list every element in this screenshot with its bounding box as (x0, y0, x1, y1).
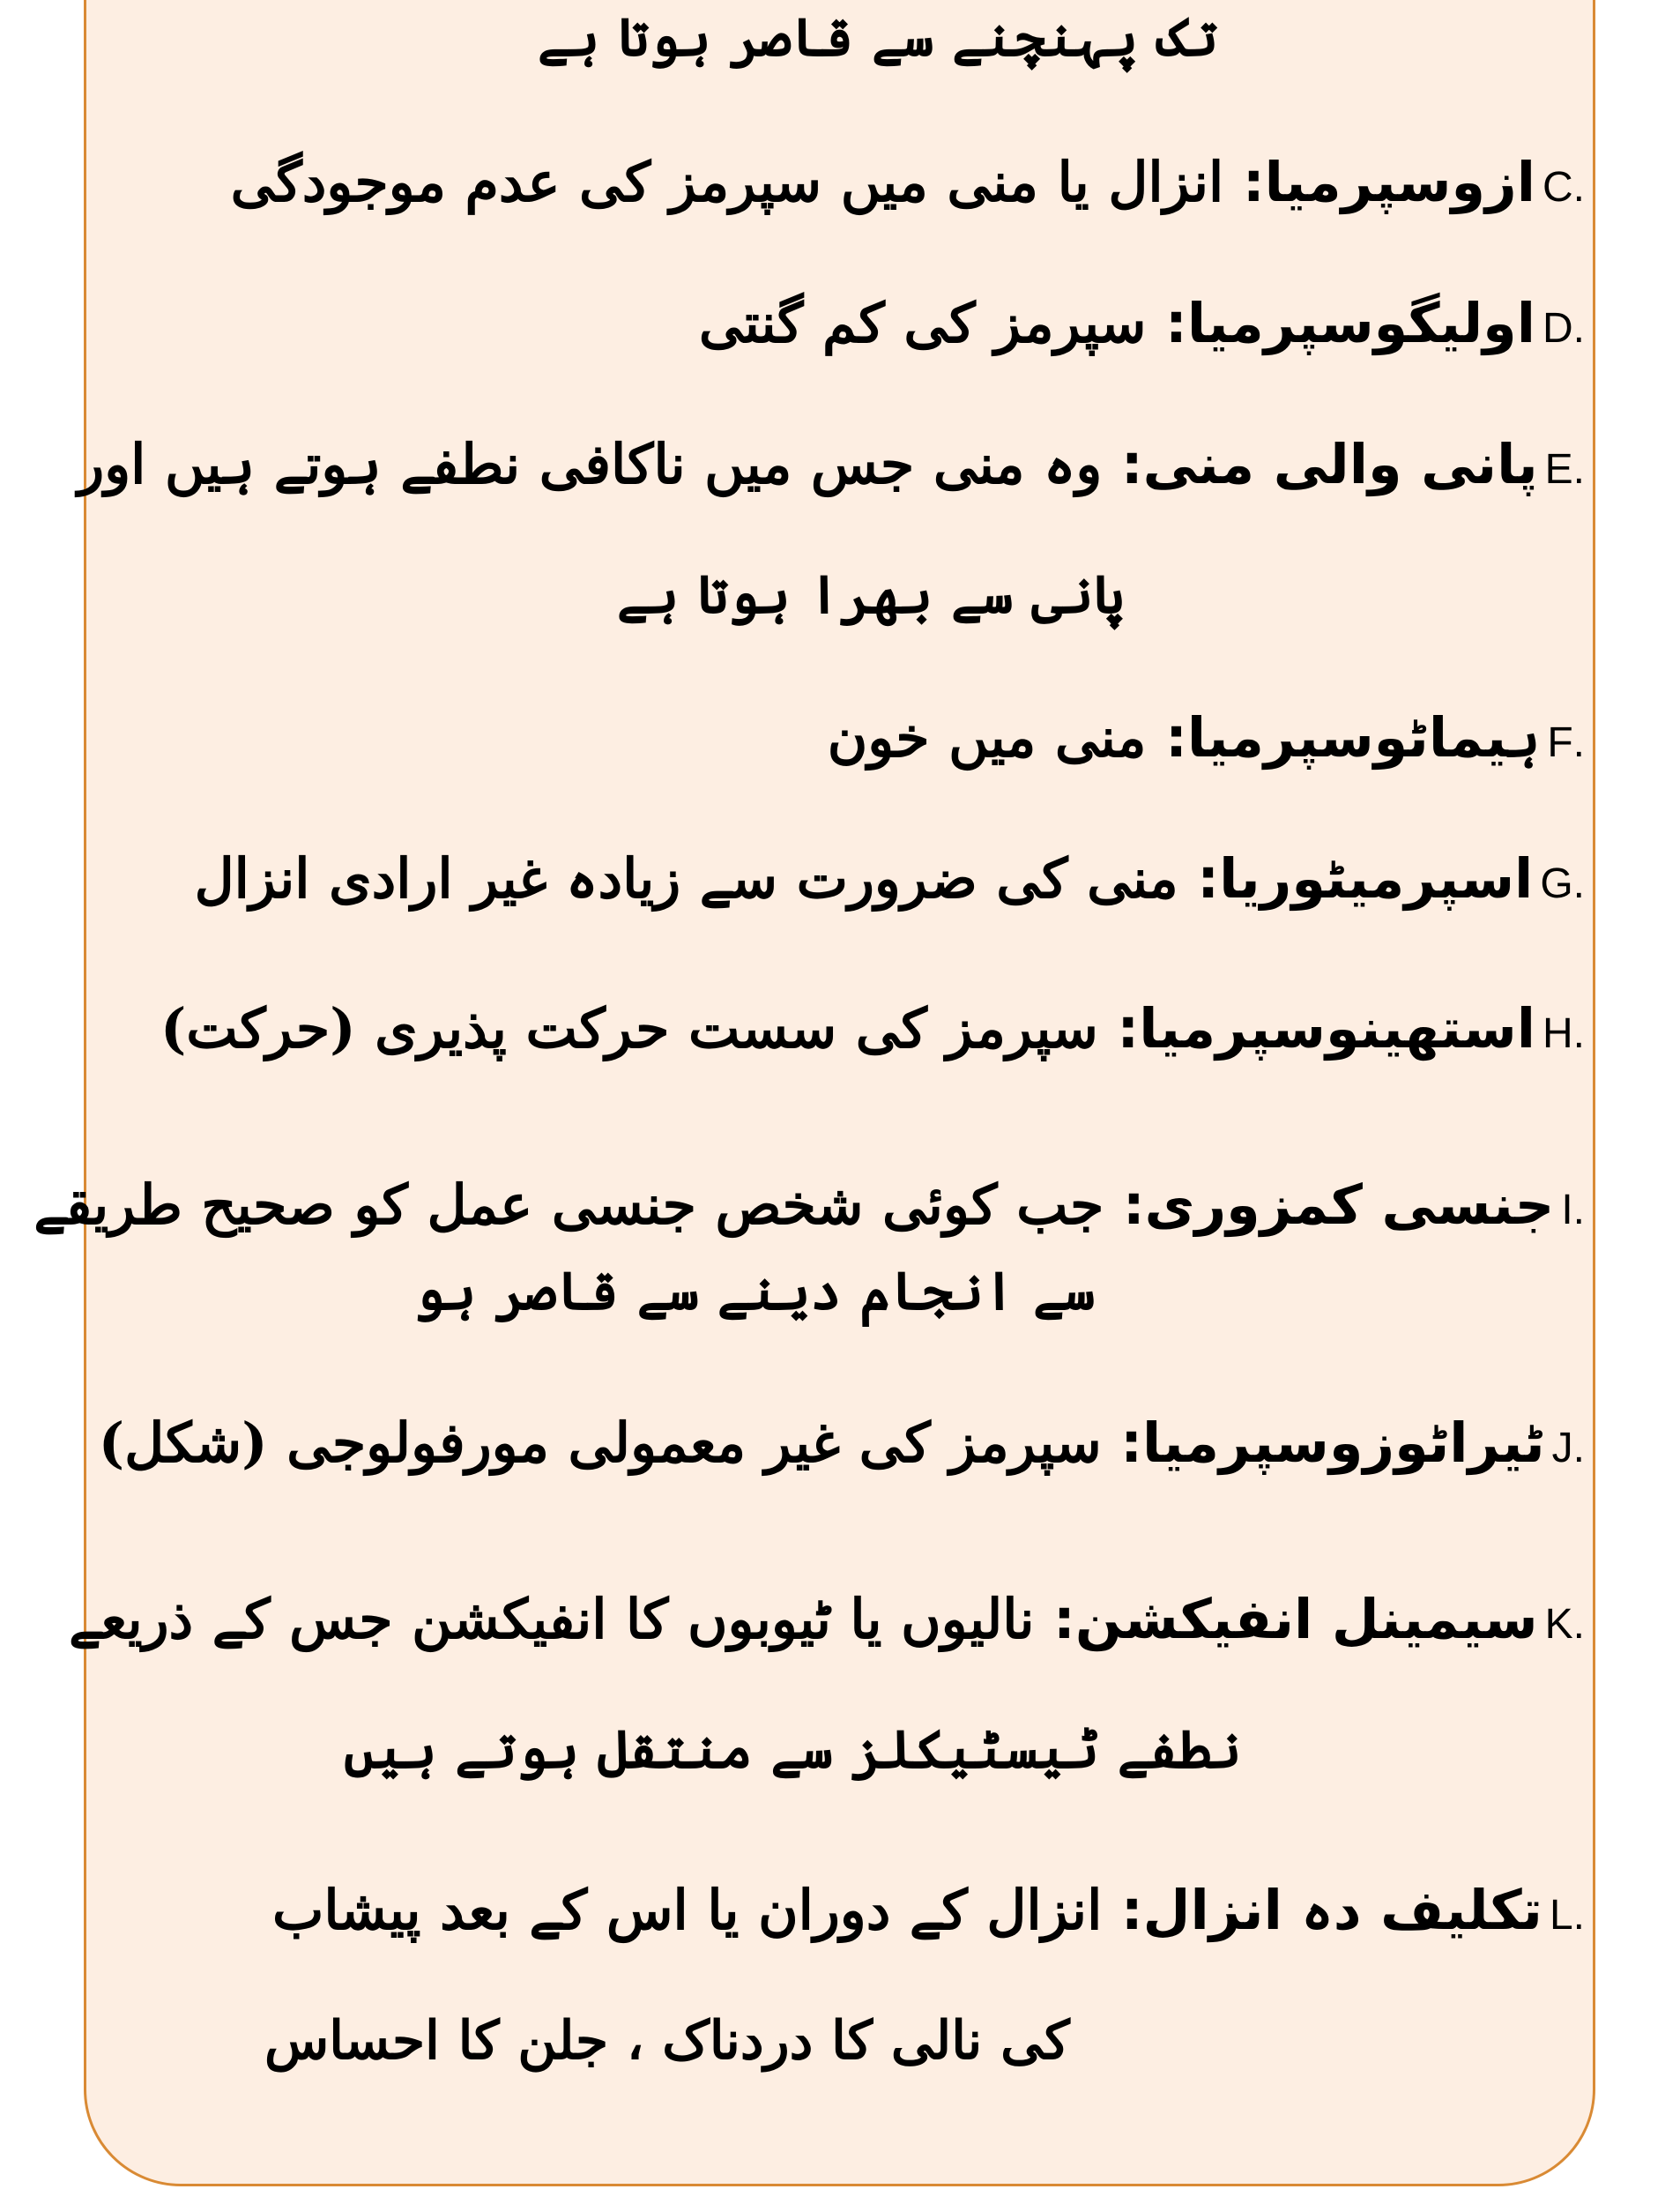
entry-letter: .F (1547, 719, 1585, 766)
entry-term: پانی والی منی: (1120, 432, 1538, 496)
entry-letter: .I (1561, 1187, 1585, 1233)
entry-k-continuation: نطفے ٹیسٹیکلز سے منتقل ہوتے ہیں (344, 1719, 1242, 1781)
entry-definition: منی کی ضرورت سے زیادہ غیر ارادی انزال (194, 846, 1178, 911)
intro-continuation: تک پہنچنے سے قاصر ہوتا ہے (538, 7, 1219, 69)
entry-definition: انزال کے دوران یا اس کے بعد پیشاب (272, 1878, 1103, 1942)
entry-definition: سپرمز کی غیر معمولی مورفولوجی (شکل) (98, 1411, 1102, 1475)
entry-f (828, 705, 1585, 770)
entry-i (33, 1173, 1585, 1237)
entry-letter: .L (1549, 1892, 1585, 1939)
entry-term: ازوسپرمیا: (1242, 150, 1535, 214)
entry-c (231, 150, 1585, 214)
entry-term: ٹیراٹوزوسپرمیا: (1120, 1411, 1545, 1475)
entry-letter: .K (1544, 1601, 1585, 1648)
entry-letter: .J (1551, 1425, 1585, 1471)
entry-term: اسپرمیٹوریا: (1197, 846, 1534, 911)
entry-term: سیمینل انفیکشن: (1053, 1587, 1538, 1651)
entry-term: اولیگوسپرمیا: (1165, 291, 1535, 355)
entry-letter: .D (1542, 305, 1585, 352)
entry-letter: .G (1540, 860, 1585, 907)
entry-term: جنسی کمزوری: (1122, 1173, 1555, 1237)
entry-l-continuation: کی نالی کا دردناک ، جلن کا احساس (264, 2010, 1070, 2072)
entry-g (195, 846, 1585, 911)
entry-letter: .E (1544, 446, 1585, 493)
entry-letter: .H (1542, 1010, 1585, 1057)
entry-letter: .C (1542, 164, 1585, 211)
entry-h (160, 996, 1585, 1061)
entry-definition: جب کوئی شخص جنسی عمل کو صحیح طریقے (33, 1173, 1104, 1237)
entry-e (78, 432, 1585, 496)
entry-i-continuation: سے انجام دینے سے قاصر ہو (414, 1261, 1096, 1322)
entry-k (69, 1587, 1585, 1651)
entry-definition: انزال یا منی میں سپرمز کی عدم موجودگی (230, 150, 1224, 214)
entry-j (99, 1411, 1585, 1475)
entry-definition: وہ منی جس میں ناکافی نطفے ہوتے ہیں اور (78, 432, 1103, 496)
entry-e-continuation: پانی سے بھرا ہوتا ہے (617, 564, 1125, 626)
entry-d (699, 291, 1585, 355)
entry-definition: سپرمز کی سست حرکت پذیری (حرکت) (160, 996, 1098, 1061)
entry-definition: منی میں خون (827, 705, 1147, 770)
entry-definition: سپرمز کی کم گنتی (698, 291, 1147, 355)
entry-term: استھینوسپرمیا: (1117, 996, 1535, 1061)
entry-term: تکلیف دہ انزال: (1120, 1878, 1542, 1942)
entry-term: ہیماٹوسپرمیا: (1165, 705, 1541, 770)
entry-definition: نالیوں یا ٹیوبوں کا انفیکشن جس کے ذریعے (69, 1587, 1035, 1651)
entry-l (272, 1878, 1585, 1942)
